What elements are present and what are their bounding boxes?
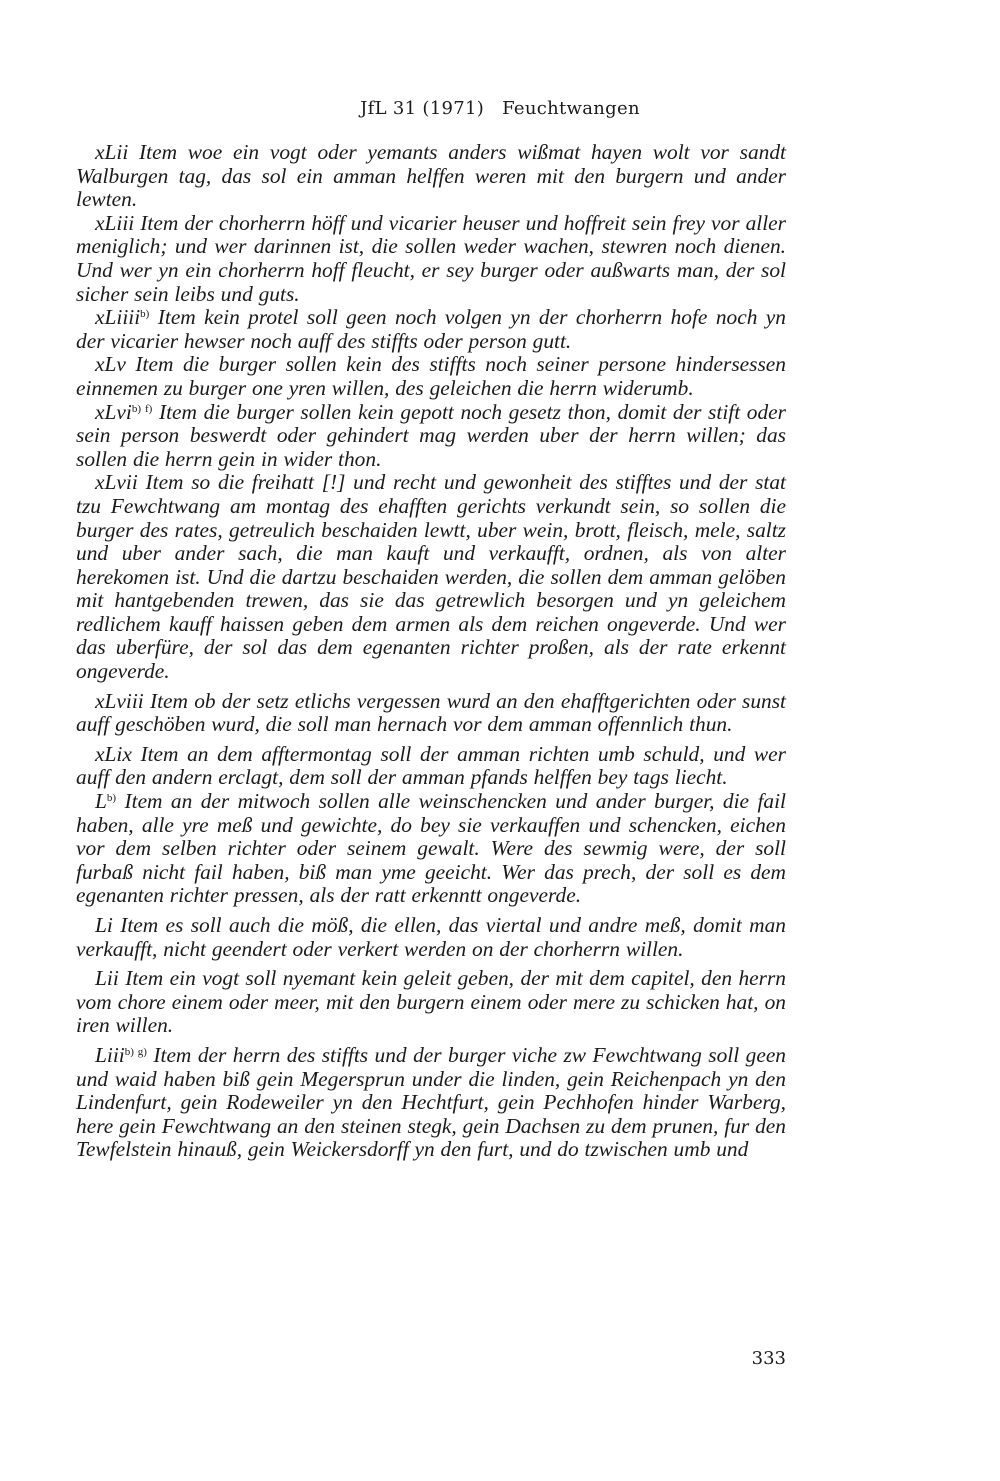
footnote-marker: b): [106, 792, 117, 805]
paragraph-number: xLiii: [95, 210, 135, 235]
paragraph-liii: [76, 1044, 786, 1162]
paragraph-xlv: [76, 353, 786, 400]
paragraph-number: Li: [95, 913, 113, 937]
paragraph-xlvii: [76, 471, 786, 683]
paragraph-text: Item die burger sollen kein gepott noch gesetz thon, domit der stift oder sein person beswerdt oder gehindert mag werden uber der herrn willen; das sollen die herrn gein in wider thon.: [76, 399, 786, 471]
paragraph-number: xLvi: [95, 399, 132, 424]
paragraph-number: xLvii: [95, 470, 138, 495]
paragraph-xlviii: [76, 690, 786, 737]
chapter-title: Feuchtwangen: [502, 98, 640, 119]
paragraph-li: [76, 914, 786, 961]
paragraph-text: Item die burger sollen kein des stiffts noch seiner persone hindersessen einnemen zu burger one yren willen, des geleichen die herrn widerumb.: [76, 352, 786, 400]
paragraph-text: Item kein protel soll geen noch volgen yn der chorherrn hofe noch yn der vicarier hewser noch auff des stiffts oder person gutt.: [76, 305, 786, 353]
paragraph-text: Item so die freihatt [!] und recht und gewonheit des stifftes und der stat tzu Fewchtwang am montag des ehafften gerichts verkundt sein, so sollen die burger des rates, getreulich beschaiden lewtt, uber wein, brott, fleisch, mele, saltz und uber ander sach, die man kauft und verkaufft, ordnen, als von alter herekomen ist. Und die dartzu beschaiden werden, die sollen dem amman gelöben mit hantgebenden trewen, das sie das getrewlich besorgen und yn geleichem redlichem kauff haissen geben dem armen als dem reichen ongeverde. Und wer das uberfüre, der sol das dem egenanten richter proßen, als der rate erkennt ongeverde.: [76, 470, 786, 684]
footnote-marker: b) g): [124, 1045, 147, 1058]
paragraph-l: [76, 790, 786, 908]
paragraph-number: xLiiii: [95, 305, 141, 330]
paragraph-xliiii: [76, 306, 786, 353]
paragraph-lii: [76, 967, 786, 1038]
footnote-marker: b): [140, 308, 150, 321]
paragraph-number: L: [95, 789, 107, 814]
paragraph-number: xLii: [95, 140, 129, 164]
statute-text: [76, 141, 786, 1162]
paragraph-text: Item der chorherrn höff und vicarier heuser und hoffreit sein frey vor aller meniglich; und wer darinnen ist, die sollen weder wachen, stewren noch dienen. Und wer yn ein chorherrn hoff fleucht, er sey burger oder außwarts man, der sol sicher sein leibs und guts.: [76, 210, 786, 306]
paragraph-text: Item es soll auch die möß, die ellen, das viertal und andre meß, domit man verkaufft, nicht geendert oder verkert werden on der chorherrn willen.: [76, 913, 787, 961]
paragraph-text: Item ob der setz etlichs vergessen wurd an den ehafftgerichten oder sunst auff geschöben wurd, die soll man hernach vor dem amman offennlich thun.: [76, 688, 786, 737]
paragraph-text: Item an dem afftermontag soll der amman richten umb schuld, und wer auff den andern erclagt, dem soll der amman pfands helffen bey tags liecht.: [76, 741, 786, 790]
paragraph-xlix: [76, 743, 786, 790]
journal-reference: JfL 31 (1971): [360, 98, 485, 119]
paragraph-text: Item woe ein vogt oder yemants anders wißmat hayen wolt vor sandt Walburgen tag, das sol ein amman helffen weren mit den burgern und ander lewten.: [76, 140, 786, 212]
footnote-marker: b) f): [131, 402, 153, 415]
paragraph-text: Item ein vogt soll nyemant kein geleit geben, der mit dem capitel, den herrn vom chore einem oder meer, mit den burgern einem oder mere zu schicken hat, on iren willen.: [76, 966, 786, 1038]
paragraph-xliii: [76, 212, 786, 306]
paragraph-text: Item an der mitwoch sollen alle weinschencken und ander burger, die fail haben, alle yre meß und gewichte, do bey sie verkauffen und schencken, eichen vor dem selben richter oder seinem gewalt. Were des sewmig were, der soll furbaß nicht fail haben, biß man yme geeicht. Wer das prech, der soll es dem egenanten richter pressen, als der ratt erkenntt ongeverde.: [76, 789, 786, 908]
paragraph-number: xLix: [95, 741, 132, 766]
paragraph-number: xLviii: [95, 688, 144, 713]
paragraph-number: xLv: [95, 352, 126, 377]
running-header: [0, 98, 1000, 119]
page-number: 333: [751, 1348, 786, 1369]
paragraph-xlii: [76, 141, 786, 212]
paragraph-xlvi: [76, 401, 786, 472]
paragraph-number: Lii: [95, 966, 119, 991]
paragraph-text: Item der herrn des stiffts und der burger viche zw Fewchtwang soll geen und waid haben biß gein Megersprun under die linden, gein Reichenpach yn den Lindenfurt, gein Rodeweiler yn den Hechtfurt, gein Pechhofen hinder Warberg, here gein Fewchtwang an den steinen stegk, gein Dachsen zu dem prunen, fur den Tewfelstein hinauß, gein Weickersdorff yn den furt, und do tzwischen umb und: [76, 1042, 787, 1162]
paragraph-number: Liii: [95, 1042, 125, 1067]
